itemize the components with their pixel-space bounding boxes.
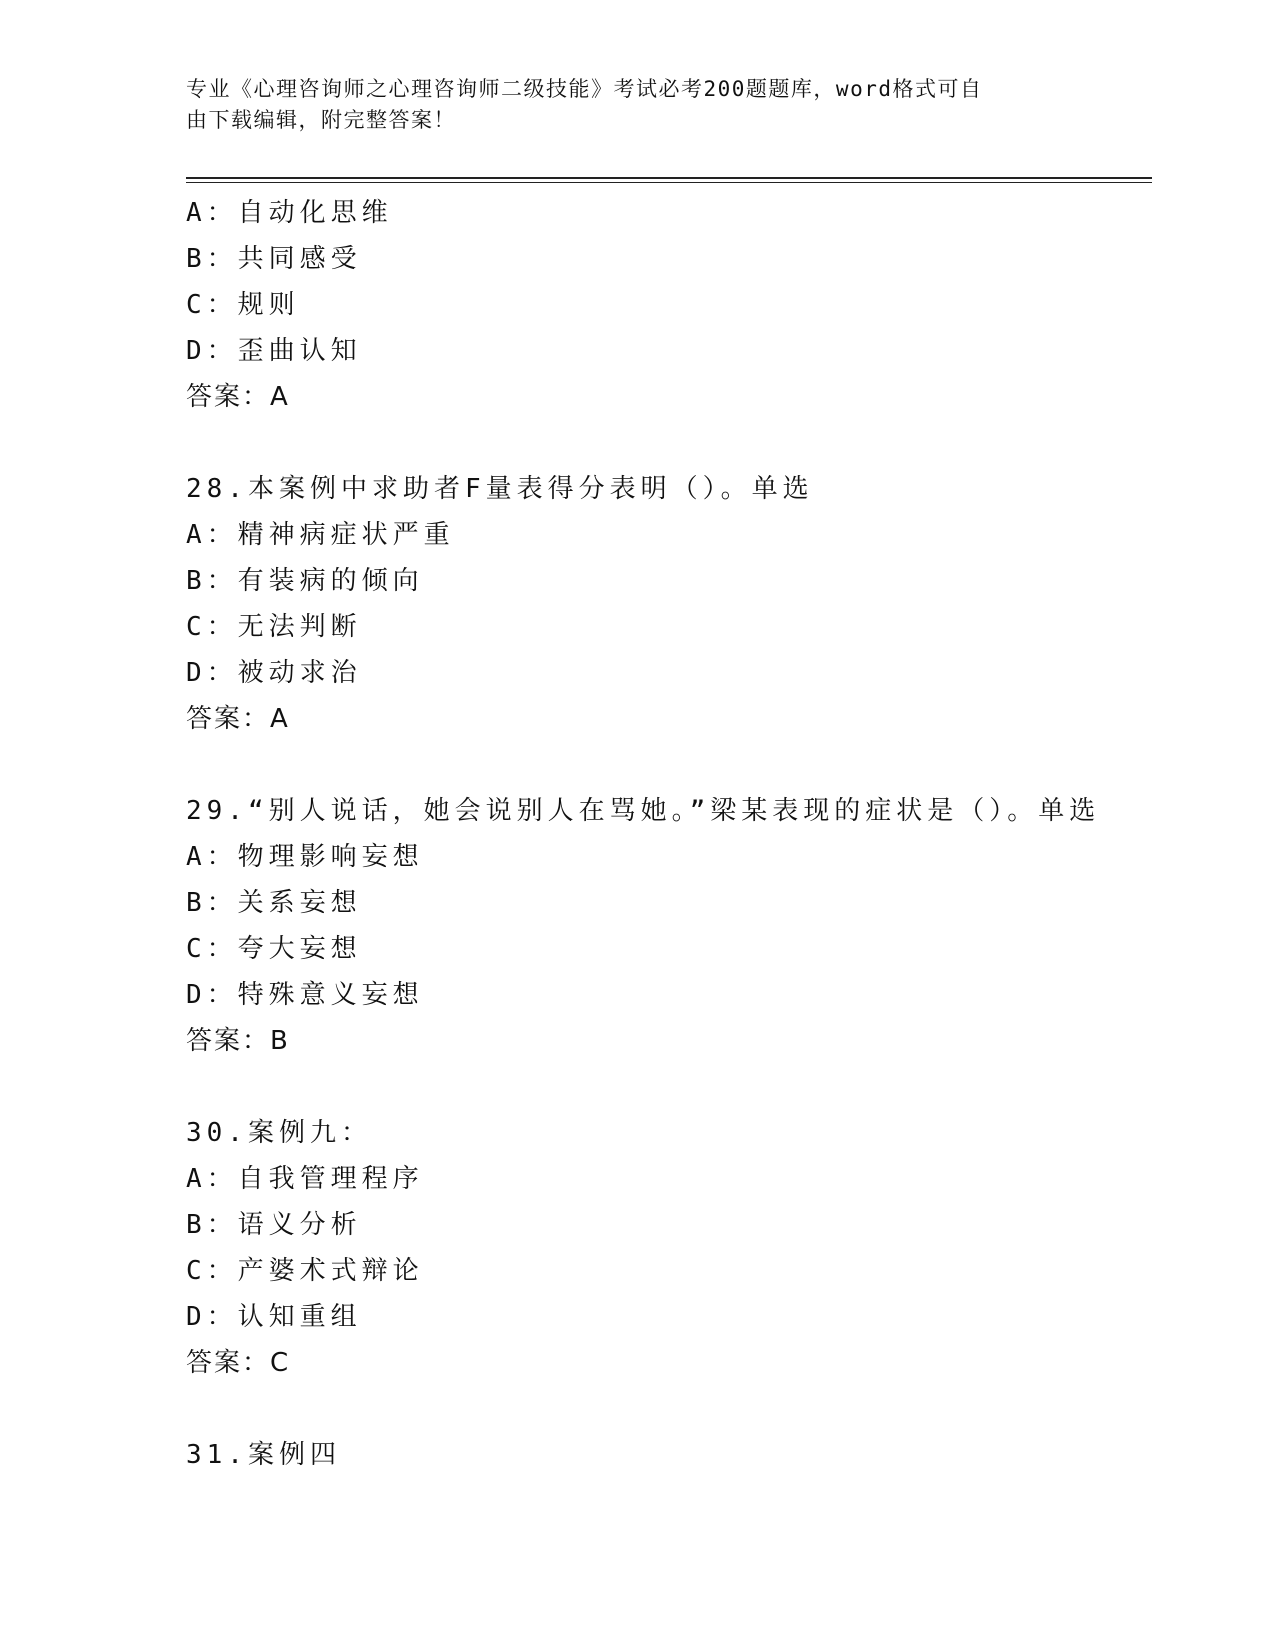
question-block xyxy=(186,190,1146,420)
option-d: D：认知重组 xyxy=(186,1302,362,1332)
header-divider-thin xyxy=(186,182,1152,183)
option-b: B：有装病的倾向 xyxy=(186,566,424,596)
option-a: A：自我管理程序 xyxy=(186,1164,424,1194)
option-c: C：无法判断 xyxy=(186,612,362,642)
option-a: A：精神病症状严重 xyxy=(186,520,455,550)
answer-line: 答案：A xyxy=(186,382,290,412)
question-block xyxy=(186,788,1146,1064)
option-a: A：自动化思维 xyxy=(186,198,393,228)
header-line-1: 专业《心理咨询师之心理咨询师二级技能》考试必考200题题库，word格式可自 xyxy=(186,77,983,101)
option-b: B：语义分析 xyxy=(186,1210,362,1240)
question-block xyxy=(186,1432,1146,1478)
spacer xyxy=(186,1064,1146,1110)
option-c: C：产婆术式辩论 xyxy=(186,1256,424,1286)
spacer xyxy=(186,420,1146,466)
header-line-2: 由下载编辑，附完整答案！ xyxy=(186,108,456,132)
question-list xyxy=(186,190,1146,1478)
option-d: D：歪曲认知 xyxy=(186,336,362,366)
header-divider xyxy=(186,177,1152,179)
option-b: B：共同感受 xyxy=(186,244,362,274)
answer-line: 答案：C xyxy=(186,1348,291,1378)
answer-line: 答案：A xyxy=(186,704,290,734)
option-c: C：规则 xyxy=(186,290,300,320)
question-text: 28.本案例中求助者F量表得分表明（）。单选 xyxy=(186,474,814,504)
question-text: 31.案例四 xyxy=(186,1440,341,1470)
option-d: D：被动求治 xyxy=(186,658,362,688)
document-header xyxy=(186,74,1066,136)
option-a: A：物理影响妄想 xyxy=(186,842,424,872)
option-c: C：夸大妄想 xyxy=(186,934,362,964)
answer-line: 答案：B xyxy=(186,1026,290,1056)
question-text: 30.案例九： xyxy=(186,1118,372,1148)
option-d: D：特殊意义妄想 xyxy=(186,980,424,1010)
option-b: B：关系妄想 xyxy=(186,888,362,918)
question-text: 29.“别人说话，她会说别人在骂她。”梁某表现的症状是（）。单选 xyxy=(186,796,1101,826)
question-block xyxy=(186,1110,1146,1386)
spacer xyxy=(186,1386,1146,1432)
spacer xyxy=(186,742,1146,788)
question-block xyxy=(186,466,1146,742)
